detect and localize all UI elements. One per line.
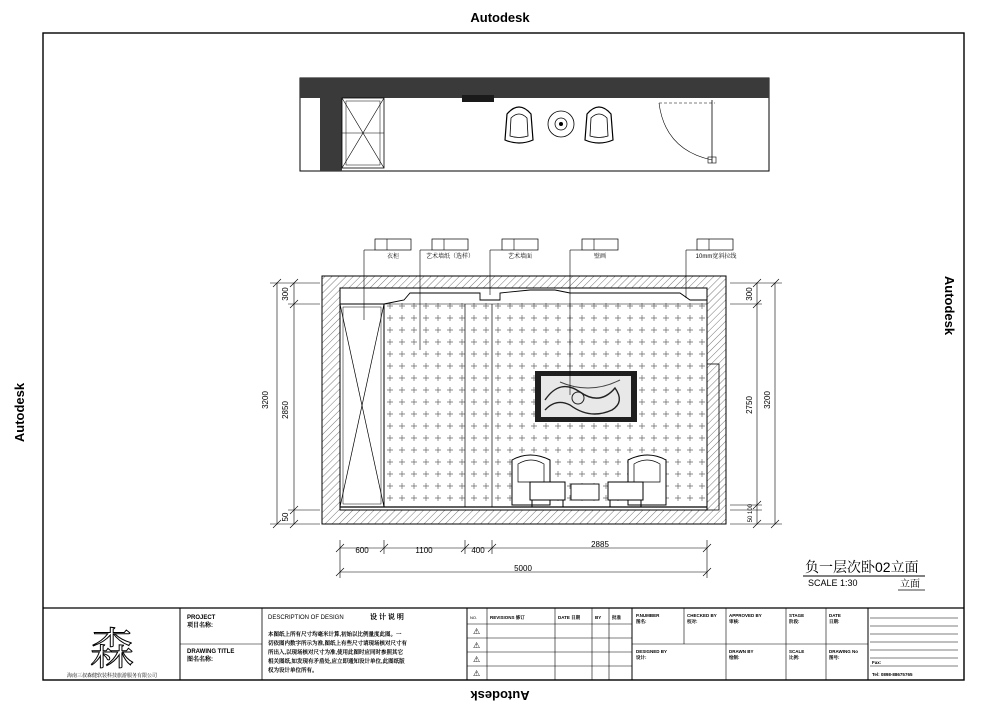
dim-right-bottom1: 100 (748, 503, 754, 515)
description-label-cn: 设 计 说 明 (370, 614, 404, 621)
rev-header: NO. (470, 615, 478, 620)
rev-header: 批准 (612, 615, 621, 620)
dim-right-bottom2: 50 (748, 515, 754, 523)
warning-icon: ⚠ (473, 655, 481, 664)
rev-header: REVISIONS 修订 (490, 615, 525, 620)
watermark-bottom: Autodesk (470, 688, 530, 703)
warning-icon: ⚠ (473, 669, 481, 678)
drawing-title-label-en: DRAWING TITLE (187, 649, 235, 655)
dim-bottom-total: 5000 (514, 564, 532, 573)
warning-icon: ⚠ (473, 641, 481, 650)
dim-bottom-seg: 2885 (591, 540, 609, 549)
dim-left-bottom: 50 (281, 512, 290, 522)
company-logo: 森 (90, 624, 134, 675)
drawing-name: 负一层次卧02立面 (805, 559, 919, 575)
fax-label: Fax: (872, 660, 882, 665)
dim-right-top: 300 (745, 287, 754, 301)
dim-left-top: 300 (281, 287, 290, 301)
left-dimensions (270, 279, 320, 528)
rev-header: DATE 日期 (558, 615, 581, 620)
watermark-top: Autodesk (470, 10, 530, 25)
drawing-scale: SCALE 1:30 (808, 578, 858, 588)
floor-plan (300, 78, 769, 171)
warning-icon: ⚠ (473, 627, 481, 636)
callout-label: 艺术墙面 (507, 254, 533, 260)
project-label-en: PROJECT (187, 615, 216, 621)
field-date: DATE 日期: (829, 613, 841, 624)
dim-left-total: 3200 (261, 391, 270, 409)
side-table (571, 484, 599, 500)
drawing-view: 立面 (900, 579, 920, 590)
description-line: 所出入,以现场核对尺寸为准,使用此图时应同时参照其它 (268, 650, 404, 656)
field-checked: CHECKED BY 校对: (687, 613, 717, 624)
description-line: 切依图内数字所示为准,图纸上有些尺寸请现场核对尺寸有 (268, 641, 408, 647)
field-drawn: DRAWN BY 绘制: (729, 649, 754, 660)
title-fields (636, 613, 858, 661)
callout-label: 衣柜 (386, 254, 400, 260)
field-drawing-no: DRAWING No 图号: (829, 649, 858, 660)
drawing-title-label-cn: 图名名称: (187, 657, 213, 663)
watermark-left: Autodesk (12, 382, 28, 443)
tel-label: Tel: 0898-88675765 (872, 672, 913, 677)
dim-right-mid: 2750 (745, 396, 754, 414)
field-scale: SCALE 比例: (789, 649, 805, 660)
right-dimensions (730, 279, 782, 528)
dim-bottom-seg: 1100 (415, 546, 433, 555)
callout-label: 壁画 (593, 254, 607, 260)
callout-label: 艺术墙纸（选样） (425, 254, 475, 260)
field-stage: STAGE 阶段: (789, 613, 805, 624)
company-name: 海南三叔森健软装科技旅游服务有限公司 (66, 673, 158, 679)
dim-left-mid: 2850 (281, 401, 290, 419)
dim-bottom-seg: 600 (355, 546, 369, 555)
description-label-en: DESCRIPTION OF DESIGN (268, 615, 344, 621)
elevation-drawing (322, 276, 726, 524)
field-pname: P.NUMBER 图名: (636, 613, 660, 624)
callout-label: 10mm宽斜拉线 (695, 254, 737, 260)
drawing-title (803, 559, 925, 590)
description-line: 相关图纸,如发现有矛盾处,应立即通知设计单位,此图纸版 (268, 659, 405, 665)
description-line: 本图纸上所有尺寸均毫米计算,初始以比例量度此图。一 (268, 632, 402, 638)
project-label-cn: 项目名称: (187, 623, 213, 629)
field-approved: APPROVED BY 审核: (729, 613, 762, 624)
dim-right-total: 3200 (763, 391, 772, 409)
watermark-right: Autodesk (942, 275, 958, 336)
rev-header: BY (595, 615, 602, 620)
description-line: 权为设计单位所有。 (268, 668, 318, 674)
dim-bottom-seg: 400 (471, 546, 485, 555)
field-designed: DESIGNED BY 设计: (636, 649, 668, 660)
